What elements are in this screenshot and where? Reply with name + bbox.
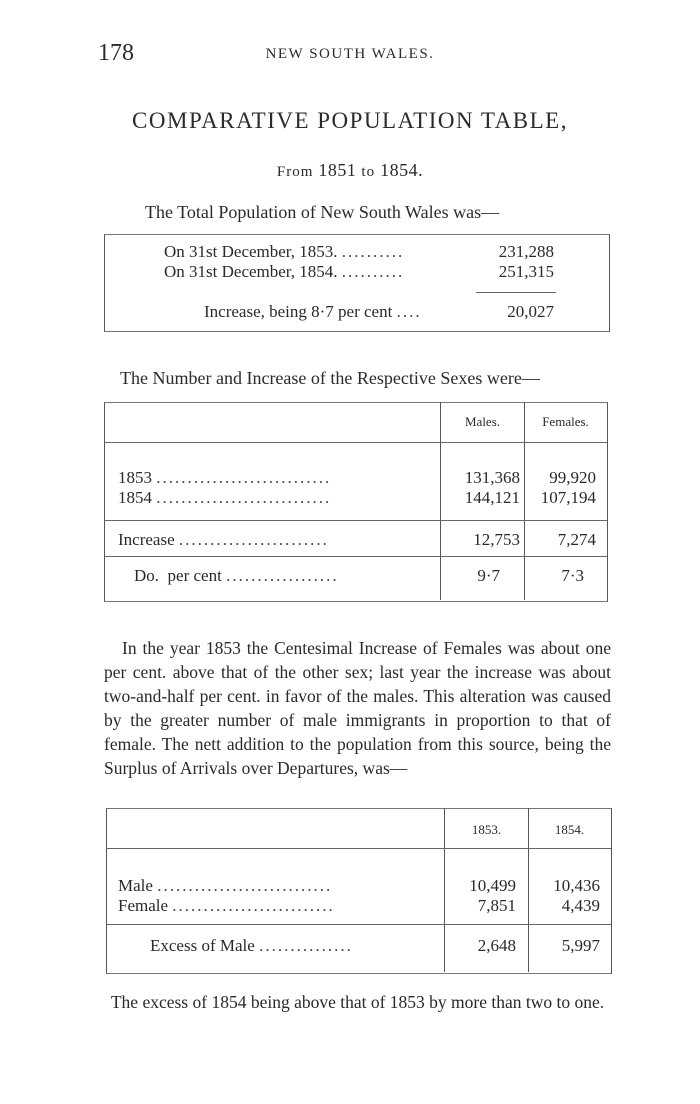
leader-dots: .... [396,302,422,321]
subtitle-year-start: 1851 [318,160,357,180]
sexes-row-1854 [118,488,331,508]
sexes-row-1853 [118,468,331,488]
running-title: NEW SOUTH WALES. [265,46,435,62]
leader-dots: .......................... [172,896,335,915]
arrivals-excess-1854: 5,997 [561,936,600,955]
total-value-1854: 251,315 [498,262,554,281]
body-paragraph: In the year 1853 the Centesimal Increase of Females was about one per cent. above that of the other sex; last year the increase was about two-and-half per cent. in favor of the males. This alteration was caused by the greater number of male immigrants in proportion to that of female. The nett addition to the population from this source, being the Surplus of Arrivals over Departures, was— [104,638,611,778]
sexes-increase-males: 12,753 [473,530,520,549]
leader-dots: ............................ [156,468,332,487]
total-increase-value: 20,027 [507,302,554,321]
leader-dots: .......... [341,262,405,281]
sexes-1853-males: 131,368 [464,468,520,487]
page-number: 178 [98,40,134,66]
total-increase-row [204,302,422,322]
leader-dots: ............................ [156,488,332,507]
sexes-row-label: 1854 [118,488,152,507]
arrivals-header-1853: 1853. [471,822,502,837]
total-row-label: On 31st December, 1853. [164,242,338,261]
sexes-increase-row [118,530,329,550]
leader-dots: ............................ [157,876,333,895]
sexes-row-rule-1 [104,520,607,521]
arrivals-male-1854: 10,436 [553,876,600,895]
arrivals-row-label: Female [118,896,169,915]
sexes-row-rule-2 [104,556,607,557]
total-row-1854 [164,262,404,282]
arrivals-row-female [118,896,335,916]
arrivals-row-male [118,876,332,896]
sexes-1854-males: 144,121 [464,488,520,507]
total-row-1853 [164,242,404,262]
sexes-increase-females: 7,274 [557,530,596,549]
arrivals-header-rule [106,848,611,849]
sexes-percent-row [134,566,339,586]
page-title: COMPARATIVE POPULATION TABLE, [132,108,568,133]
sexes-increase-label: Increase [118,530,175,549]
arrivals-female-1854: 4,439 [561,896,600,915]
subtitle-to: to [361,164,376,180]
arrivals-row-rule [106,924,611,925]
arrivals-male-1853: 10,499 [469,876,516,895]
sexes-percent-males: 9·7 [477,566,500,585]
arrivals-header-1854: 1854. [554,822,585,837]
sexes-header-males: Males. [464,414,501,429]
arrivals-row-label: Male [118,876,153,895]
sexes-percent-label: Do. per cent [134,566,222,585]
total-value-1853: 231,288 [498,242,554,261]
subtitle-year-end: 1854. [380,160,424,180]
subtitle-from: From [276,164,314,180]
sexes-percent-females: 7·3 [561,566,584,585]
sexes-lead: The Number and Increase of the Respective Sexes were— [120,368,540,388]
sexes-1853-females: 99,920 [549,468,596,487]
page-subtitle [0,160,700,181]
leader-dots: ........................ [178,530,329,549]
leader-dots: .......... [341,242,405,261]
leader-dots: .................. [226,566,339,585]
closing-sentence: The excess of 1854 being above that of 1853 by more than two to one. [110,992,605,1012]
sum-rule [476,292,556,293]
arrivals-excess-label: Excess of Male [150,936,255,955]
sexes-col-divider-2 [524,402,525,600]
leader-dots: ............... [259,936,353,955]
total-population-lead: The Total Population of New South Wales was— [145,202,500,222]
sexes-row-label: 1853 [118,468,152,487]
arrivals-excess-1853: 2,648 [477,936,516,955]
sexes-header-females: Females. [542,414,589,429]
total-increase-label: Increase, being 8·7 per cent [204,302,393,321]
sexes-1854-females: 107,194 [540,488,596,507]
sexes-header-rule [104,442,607,443]
sexes-col-divider-1 [440,402,441,600]
arrivals-female-1853: 7,851 [477,896,516,915]
total-row-label: On 31st December, 1854. [164,262,338,281]
arrivals-excess-row [150,936,353,956]
